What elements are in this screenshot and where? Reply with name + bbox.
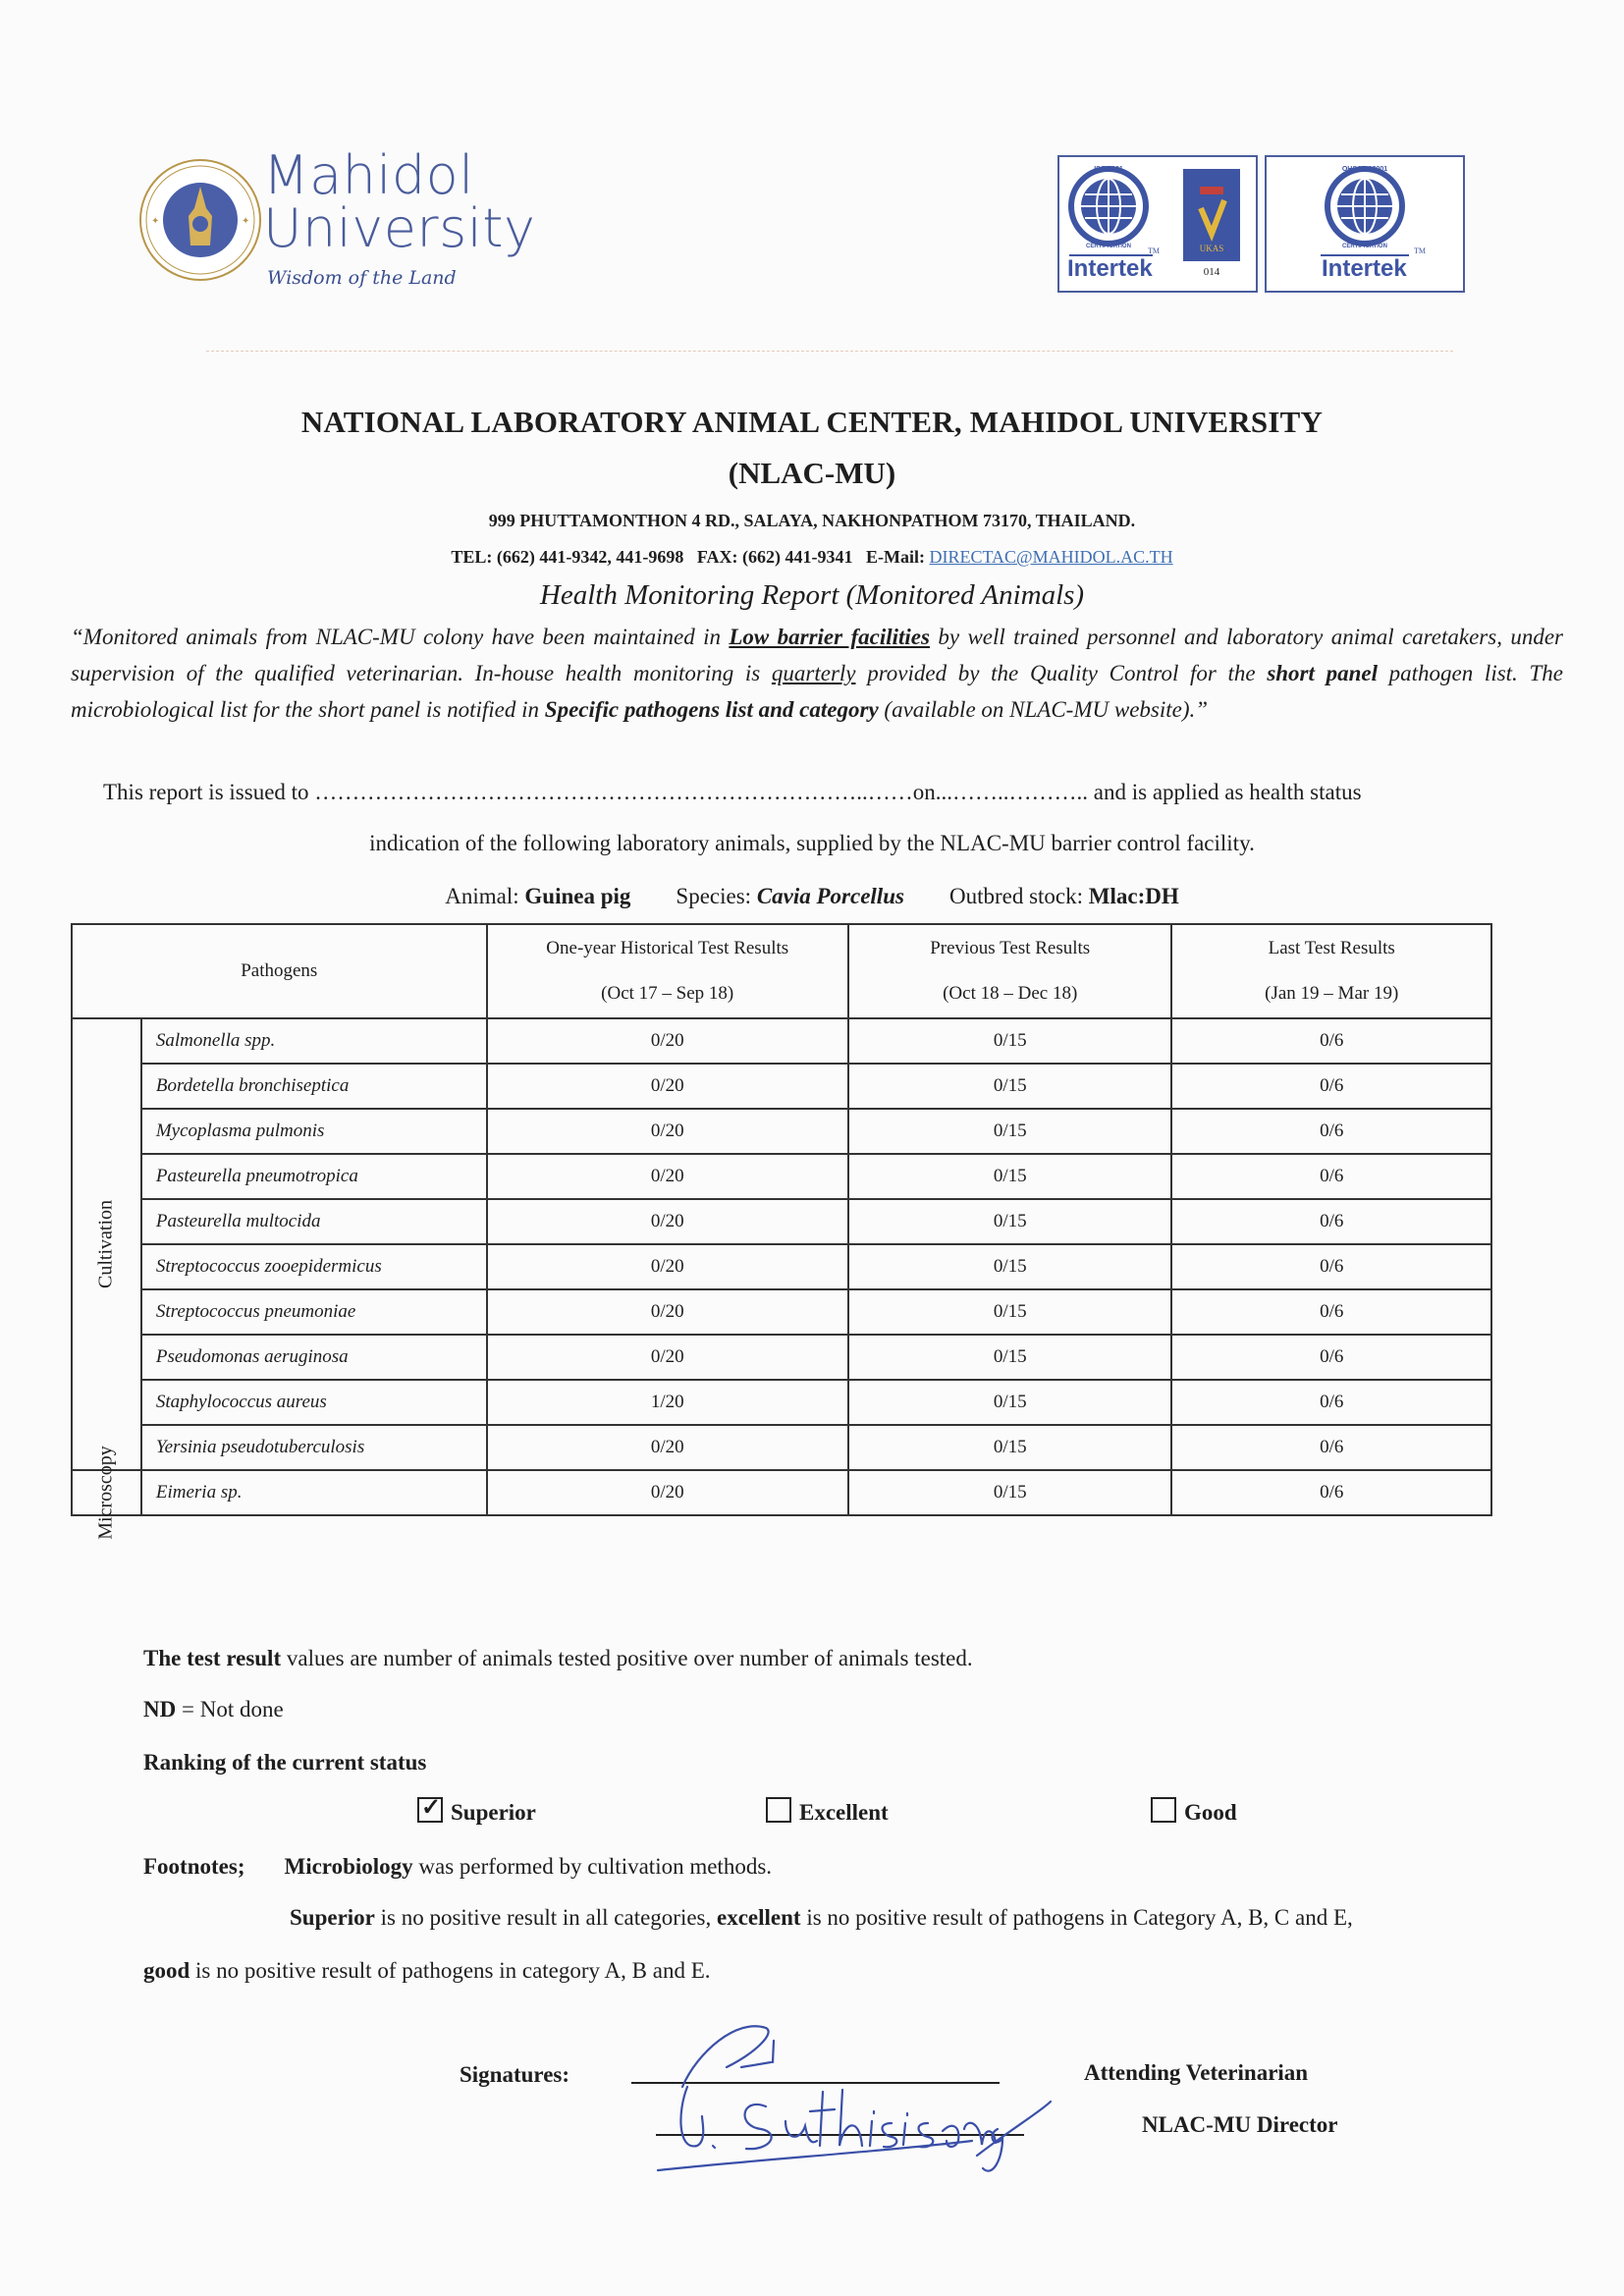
indication-line: indication of the following laboratory animals, supplied by the NLAC-MU barrier control facility. [369, 831, 1255, 855]
historical-result: 0/20 [487, 1018, 848, 1064]
table-row [72, 1289, 1491, 1335]
pathogen-name: Pseudomonas aeruginosa [141, 1335, 487, 1380]
nd-note [143, 1697, 284, 1722]
header-historical-period: (Oct 17 – Sep 18) [601, 983, 734, 1004]
ranking-label: Good [1184, 1800, 1237, 1825]
intro-text: “Monitored animals from NLAC-MU colony have been maintained in [71, 625, 730, 649]
note-bold: The test result [143, 1646, 282, 1670]
ohsas-18001-certification-logo [1265, 155, 1465, 293]
university-name-line1: Mahidol [263, 144, 474, 206]
footnote-2 [290, 1905, 1353, 1931]
last-result: 0/6 [1171, 1289, 1491, 1335]
last-result: 0/6 [1171, 1470, 1491, 1515]
university-seal-logo [137, 157, 263, 283]
species-label: Species: [676, 884, 757, 908]
table-row [72, 1154, 1491, 1199]
pathogen-name: Streptococcus zooepidermicus [141, 1244, 487, 1289]
footnote-bold: Microbiology [284, 1854, 413, 1879]
last-result: 0/6 [1171, 1335, 1491, 1380]
last-result: 0/6 [1171, 1109, 1491, 1154]
historical-result: 0/20 [487, 1064, 848, 1109]
pathogen-name: Salmonella spp. [141, 1018, 487, 1064]
last-result: 0/6 [1171, 1244, 1491, 1289]
signatures-label: Signatures: [460, 2062, 570, 2087]
animal-label: Animal: [445, 884, 525, 908]
historical-result: 0/20 [487, 1335, 848, 1380]
historical-result: 0/20 [487, 1154, 848, 1199]
intertek-brand: Intertek [1322, 255, 1407, 282]
last-result: 0/6 [1171, 1154, 1491, 1199]
previous-result: 0/15 [848, 1425, 1172, 1470]
stock-value: Mlac:DH [1088, 884, 1179, 908]
header-previous [848, 924, 1172, 1018]
previous-result: 0/15 [848, 1244, 1172, 1289]
last-result: 0/6 [1171, 1199, 1491, 1244]
table-row [72, 1199, 1491, 1244]
ukas-code: 014 [1203, 266, 1220, 278]
category-label: Cultivation [94, 1200, 117, 1288]
intro-barrier-emphasis: Low barrier facilities [729, 625, 930, 649]
historical-result: 0/20 [487, 1109, 848, 1154]
header-previous-period: (Oct 18 – Dec 18) [943, 983, 1078, 1004]
last-result: 0/6 [1171, 1425, 1491, 1470]
pathogen-results-table [71, 923, 1492, 1540]
table-row [72, 1335, 1491, 1380]
handwritten-signature [648, 2013, 1060, 2180]
pathogen-name: Pasteurella multocida [141, 1199, 487, 1244]
iso-9001-certification-logo [1057, 155, 1258, 293]
header-previous-label: Previous Test Results [930, 938, 1091, 958]
fax-value: (662) 441-9341 [742, 547, 853, 567]
tel-value: (662) 441-9342, 441-9698 [496, 547, 684, 567]
svg-text:✦: ✦ [151, 216, 160, 227]
header-last [1171, 924, 1491, 1018]
species-value: Cavia Porcellus [756, 884, 904, 908]
table-row [72, 1109, 1491, 1154]
intro-text: by well trained personnel and laboratory animal caretakers, under supervision of the qualified veterinarian. In-house health monitoring is [71, 625, 1563, 685]
nd-abbr: ND [143, 1697, 177, 1722]
tm-mark: TM [1414, 246, 1426, 255]
ukas-text: UKAS [1199, 244, 1224, 253]
header-historical-label: One-year Historical Test Results [546, 938, 789, 958]
ohsas-badge-top: OHSAS 18001 [1341, 166, 1388, 173]
previous-result: 0/15 [848, 1380, 1172, 1425]
pathogen-name: Pasteurella pneumotropica [141, 1154, 487, 1199]
ranking-option-excellent[interactable] [766, 1797, 889, 1826]
checkbox-icon[interactable] [766, 1797, 791, 1823]
ranking-label: Superior [451, 1800, 536, 1825]
intro-frequency-emphasis: quarterly [771, 661, 856, 685]
intro-text: (available on NLAC-MU website).” [878, 697, 1209, 722]
organization-abbreviation: (NLAC-MU) [728, 456, 896, 490]
table-row [72, 1380, 1491, 1425]
university-tagline: Wisdom of the Land [267, 267, 457, 289]
contact-line [0, 547, 1624, 568]
pathogen-name: Eimeria sp. [141, 1470, 487, 1515]
table-row [72, 1470, 1491, 1515]
report-title: Health Monitoring Report (Monitored Animals) [539, 579, 1085, 611]
tm-mark: TM [1148, 246, 1160, 255]
role-director: NLAC-MU Director [1142, 2112, 1338, 2137]
intro-list-emphasis: Specific pathogens list and category [544, 697, 879, 722]
ranking-title: Ranking of the current status [143, 1750, 427, 1775]
historical-result: 1/20 [487, 1380, 848, 1425]
animal-info-line [0, 884, 1624, 909]
footnote-text: is no positive result of pathogens in Category A, B, C and E, [800, 1905, 1353, 1930]
previous-result: 0/15 [848, 1470, 1172, 1515]
footnote-1 [143, 1854, 772, 1880]
pathogen-name: Streptococcus pneumoniae [141, 1289, 487, 1335]
university-name-line2: University [263, 197, 536, 259]
header-pathogens: Pathogens [72, 924, 487, 1018]
historical-result: 0/20 [487, 1199, 848, 1244]
previous-result: 0/15 [848, 1289, 1172, 1335]
previous-result: 0/15 [848, 1109, 1172, 1154]
email-link[interactable]: DIRECTAC@MAHIDOL.AC.TH [929, 547, 1173, 567]
tel-label: TEL: [451, 547, 493, 567]
fax-label: FAX: [696, 547, 738, 567]
pathogen-name: Yersinia pseudotuberculosis [141, 1425, 487, 1470]
table-row [72, 1064, 1491, 1109]
last-result: 0/6 [1171, 1018, 1491, 1064]
footnote-text: is no positive result of pathogens in category A, B and E. [189, 1958, 711, 1983]
issued-to-line: This report is issued to ………………………………………………………………..……on...……..……….. and is applied as health status [103, 780, 1362, 804]
email-label: E-Mail: [866, 547, 925, 567]
historical-result: 0/20 [487, 1425, 848, 1470]
nd-text: = Not done [176, 1697, 284, 1722]
previous-result: 0/15 [848, 1199, 1172, 1244]
organization-address: 999 PHUTTAMONTHON 4 RD., SALAYA, NAKHONPATHOM 73170, THAILAND. [488, 511, 1136, 530]
footnotes-label: Footnotes; [143, 1854, 245, 1879]
pathogen-name: Bordetella bronchiseptica [141, 1064, 487, 1109]
animal-value: Guinea pig [524, 884, 631, 908]
pathogen-name: Staphylococcus aureus [141, 1380, 487, 1425]
header-divider [206, 351, 1453, 352]
previous-result: 0/15 [848, 1335, 1172, 1380]
table-row [72, 1244, 1491, 1289]
previous-result: 0/15 [848, 1064, 1172, 1109]
test-result-note [143, 1646, 973, 1671]
table-row [72, 1425, 1491, 1470]
table-row [72, 1018, 1491, 1064]
category-microscopy [72, 1446, 141, 1540]
header-last-label: Last Test Results [1268, 938, 1395, 958]
category-label: Microscopy [94, 1446, 117, 1540]
role-attending-veterinarian: Attending Veterinarian [1084, 2060, 1309, 2085]
ranking-option-superior[interactable] [417, 1797, 536, 1826]
last-result: 0/6 [1171, 1064, 1491, 1109]
iso-badge-bottom: CERTIFICATION [1086, 244, 1131, 249]
intertek-brand: Intertek [1067, 255, 1153, 282]
footnote-text: is no positive result in all categories, [374, 1905, 718, 1930]
stock-label: Outbred stock: [948, 884, 1089, 908]
intro-text: provided by the Quality Control for the [855, 661, 1268, 685]
historical-result: 0/20 [487, 1289, 848, 1335]
ranking-option-good[interactable] [1151, 1797, 1237, 1826]
footnote-3 [143, 1958, 711, 1984]
historical-result: 0/20 [487, 1244, 848, 1289]
ranking-label: Excellent [799, 1800, 889, 1825]
university-name [263, 144, 536, 259]
header-historical [487, 924, 848, 1018]
category-cultivation [72, 1018, 141, 1470]
svg-text:✦: ✦ [242, 216, 250, 227]
last-result: 0/6 [1171, 1380, 1491, 1425]
footnote-bold: Superior [290, 1905, 375, 1930]
intro-paragraph [71, 619, 1563, 728]
ohsas-badge-bottom: CERTIFICATION [1342, 244, 1387, 249]
table-header-row [72, 924, 1491, 1018]
checkbox-icon[interactable] [1151, 1797, 1176, 1823]
pathogen-name: Mycoplasma pulmonis [141, 1109, 487, 1154]
note-text: values are number of animals tested positive over number of animals tested. [281, 1646, 973, 1670]
footnote-bold: excellent [717, 1905, 801, 1930]
previous-result: 0/15 [848, 1018, 1172, 1064]
previous-result: 0/15 [848, 1154, 1172, 1199]
footnote-bold: good [143, 1958, 190, 1983]
iso-badge-top: ISO 9001 [1094, 166, 1123, 173]
intro-text: pathogen list. The microbiological list for the short panel is notified in [71, 661, 1563, 722]
checkbox-icon[interactable] [417, 1797, 443, 1823]
intro-panel-emphasis: short panel [1267, 661, 1378, 685]
header-last-period: (Jan 19 – Mar 19) [1265, 983, 1399, 1004]
organization-title: NATIONAL LABORATORY ANIMAL CENTER, MAHIDOL UNIVERSITY [300, 405, 1324, 439]
footnote-text: was performed by cultivation methods. [412, 1854, 773, 1879]
historical-result: 0/20 [487, 1470, 848, 1515]
